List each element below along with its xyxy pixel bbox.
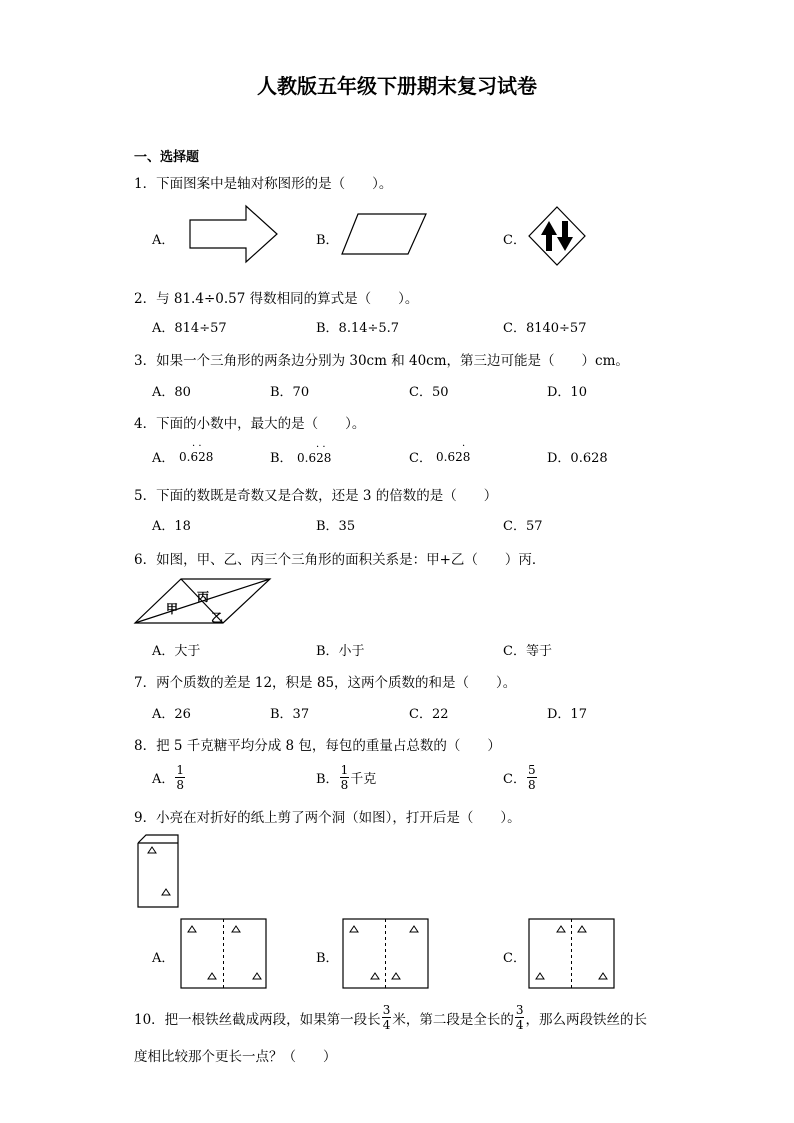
q7-option-a: A．26 bbox=[152, 707, 191, 722]
q5-option-b: B．35 bbox=[316, 519, 356, 534]
q4-option-d: D．0.628 bbox=[547, 451, 608, 466]
fraction-denominator: 8 bbox=[176, 778, 185, 792]
q4-option-c-label: C． bbox=[409, 451, 432, 466]
fraction-denominator: 8 bbox=[340, 778, 349, 792]
q6-option-c: C．等于 bbox=[503, 644, 552, 659]
q2-option-c: C．8140÷57 bbox=[503, 321, 587, 336]
label-yi: 乙 bbox=[211, 611, 224, 625]
q9-option-b-figure bbox=[342, 918, 430, 990]
q3-option-b: B．70 bbox=[270, 385, 310, 400]
q8-option-b-label: B． bbox=[316, 772, 339, 787]
arrow-shape-figure bbox=[188, 204, 280, 264]
q9-option-b: B． bbox=[316, 951, 339, 966]
q8-option-a-label: A． bbox=[152, 772, 175, 787]
q4-option-b-label: B． bbox=[270, 451, 293, 466]
q9-option-c: C． bbox=[503, 951, 526, 966]
arrows-diamond-figure bbox=[527, 205, 587, 267]
fraction-numerator: 5 bbox=[527, 763, 536, 777]
section-heading: 一、选择题 bbox=[134, 150, 200, 165]
question-8: 8．把 5 千克糖平均分成 8 包，每包的重量占总数的（ ） bbox=[134, 738, 501, 754]
fraction-numerator: 1 bbox=[176, 763, 185, 777]
fraction-denominator: 4 bbox=[515, 1018, 524, 1032]
q8-option-a bbox=[152, 764, 186, 791]
q10-text-part-2: 米，第二段是全长的 bbox=[392, 1011, 514, 1028]
q4-b-repeat-dots: · · bbox=[316, 442, 326, 453]
q4-option-b-value: 0.628 bbox=[297, 451, 332, 465]
parallelogram-figure bbox=[340, 212, 430, 256]
question-10-line-2: 度相比较那个更长一点？（ ） bbox=[134, 1049, 337, 1065]
q9-option-a: A． bbox=[152, 951, 175, 966]
q2-option-b: B．8.14÷5.7 bbox=[316, 321, 400, 336]
folded-paper-figure bbox=[136, 833, 182, 909]
question-6: 6．如图，甲、乙、丙三个三角形的面积关系是：甲+乙（ ）丙． bbox=[134, 552, 546, 568]
q4-c-repeat-dots: · bbox=[462, 441, 466, 452]
fraction-numerator: 1 bbox=[340, 763, 349, 777]
label-jia: 甲 bbox=[166, 602, 179, 616]
question-7: 7．两个质数的差是 12，积是 85，这两个质数的和是（ ）。 bbox=[134, 675, 517, 691]
q7-option-d: D．17 bbox=[547, 707, 587, 722]
q9-option-c-figure bbox=[528, 918, 616, 990]
q1-option-b: B． bbox=[316, 233, 339, 248]
q1-option-c: C． bbox=[503, 233, 526, 248]
q8-option-b-unit: 千克 bbox=[350, 772, 377, 787]
question-4: 4．下面的小数中，最大的是（ ）。 bbox=[134, 416, 366, 432]
question-1: 1．下面图案中是轴对称图形的是（ ）。 bbox=[134, 176, 393, 192]
q3-option-d: D．10 bbox=[547, 385, 587, 400]
question-5: 5．下面的数既是奇数又是合数，还是 3 的倍数的是（ ） bbox=[134, 488, 498, 504]
q6-option-a: A．大于 bbox=[152, 644, 201, 659]
question-3: 3．如果一个三角形的两条边分别为 30cm 和 40cm，第三边可能是（ ）cm。 bbox=[134, 353, 629, 369]
q10-text-part-3: ，那么两段铁丝的长 bbox=[525, 1011, 647, 1028]
q5-option-a: A．18 bbox=[152, 519, 191, 534]
q8-option-c-label: C． bbox=[503, 772, 526, 787]
page-title: 人教版五年级下册期末复习试卷 bbox=[257, 74, 537, 98]
q8-option-a-fraction bbox=[175, 764, 185, 791]
q3-option-c: C．50 bbox=[409, 385, 449, 400]
q8-option-b bbox=[316, 764, 376, 791]
q4-option-a-label: A． bbox=[152, 451, 175, 466]
q10-fraction-2 bbox=[515, 1004, 525, 1031]
q9-option-a-figure bbox=[180, 918, 268, 990]
q5-option-c: C．57 bbox=[503, 519, 543, 534]
q8-option-c bbox=[503, 764, 538, 791]
question-2: 2．与 81.4÷0.57 得数相同的算式是（ ）。 bbox=[134, 291, 419, 307]
question-10-line-1 bbox=[134, 1004, 647, 1031]
fraction-denominator: 4 bbox=[382, 1018, 391, 1032]
q1-option-a: A． bbox=[152, 233, 175, 248]
q8-option-b-fraction bbox=[340, 764, 350, 791]
q4-option-c-value: 0.628 bbox=[436, 450, 471, 464]
q6-option-b: B．小于 bbox=[316, 644, 365, 659]
q2-option-a: A．814÷57 bbox=[152, 321, 227, 336]
q7-option-c: C．22 bbox=[409, 707, 449, 722]
q4-option-a-value: 0.628 bbox=[179, 450, 214, 464]
question-9: 9．小亮在对折好的纸上剪了两个洞（如图），打开后是（ ）。 bbox=[134, 810, 521, 826]
label-bing: 丙 bbox=[197, 590, 210, 604]
fraction-numerator: 3 bbox=[382, 1003, 391, 1017]
q8-option-c-fraction bbox=[527, 764, 537, 791]
q7-option-b: B．37 bbox=[270, 707, 310, 722]
q4-a-repeat-dots: · · bbox=[192, 441, 202, 452]
q3-option-a: A．80 bbox=[152, 385, 191, 400]
fraction-numerator: 3 bbox=[515, 1003, 524, 1017]
q10-fraction-1 bbox=[382, 1004, 392, 1031]
q10-text-part-1: 10．把一根铁丝截成两段，如果第一段长 bbox=[134, 1011, 381, 1028]
fraction-denominator: 8 bbox=[527, 778, 536, 792]
